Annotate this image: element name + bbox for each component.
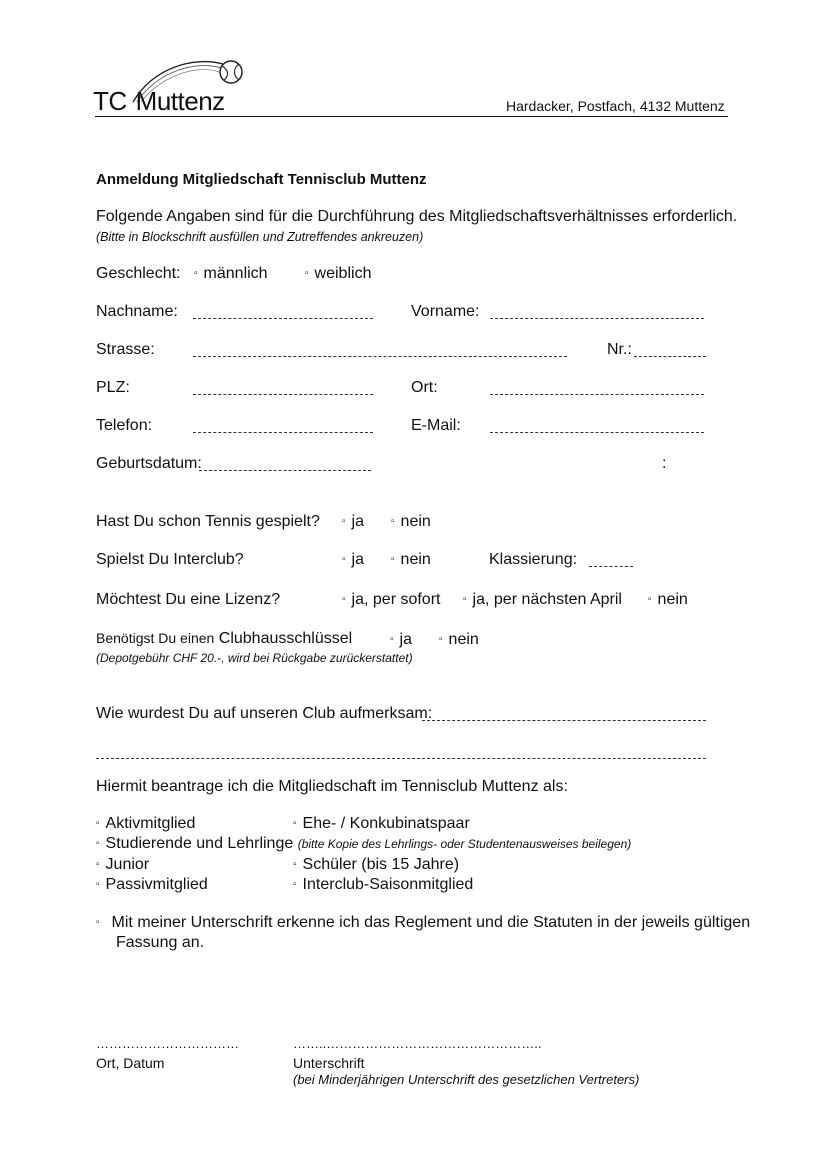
- email-field[interactable]: [490, 432, 704, 433]
- tennis-yes-label: ja: [351, 513, 364, 530]
- unterschrift-note: (bei Minderjährigen Unterschrift des gesetzlichen Vertreters): [293, 1072, 640, 1087]
- aufmerksam-field[interactable]: [422, 720, 706, 721]
- interclub-question: Spielst Du Interclub?: [96, 551, 244, 568]
- logo: [93, 50, 253, 116]
- email-label: E-Mail:: [411, 417, 461, 434]
- lizenz-april-label: ja, per nächsten April: [472, 591, 622, 608]
- membership-ehe-label: Ehe- / Konkubinatspaar: [302, 815, 470, 832]
- tennis-yes-option[interactable]: [342, 513, 364, 531]
- ort-label: Ort:: [411, 379, 438, 396]
- klassierung-field[interactable]: [589, 566, 633, 567]
- gender-male-option[interactable]: [194, 265, 268, 283]
- schluessel-no-option[interactable]: [439, 631, 479, 649]
- lizenz-sofort-option[interactable]: [342, 591, 440, 609]
- nr-field[interactable]: [634, 356, 706, 357]
- membership-aktiv-label: Aktivmitglied: [105, 815, 196, 832]
- checkbox-icon[interactable]: ▫: [96, 838, 100, 849]
- membership-studierende-label: Studierende und Lehrlinge: [105, 835, 294, 852]
- strasse-label: Strasse:: [96, 341, 155, 358]
- schluessel-yes-label: ja: [399, 631, 412, 648]
- checkbox-icon[interactable]: ▫: [342, 554, 346, 565]
- checkbox-icon[interactable]: ▫: [293, 859, 297, 870]
- checkbox-icon[interactable]: ▫: [96, 879, 100, 890]
- schluessel-no-label: nein: [448, 631, 479, 648]
- vorname-label: Vorname:: [411, 303, 480, 320]
- gender-label: Geschlecht:: [96, 265, 181, 282]
- schluessel-note: (Depotgebühr CHF 20.-, wird bei Rückgabe zurückerstattet): [96, 651, 413, 665]
- stray-colon: :: [662, 455, 667, 472]
- lizenz-sofort-label: ja, per sofort: [351, 591, 441, 608]
- page-title: Anmeldung Mitgliedschaft Tennisclub Muttenz: [96, 171, 427, 188]
- membership-intro: Hiermit beantrage ich die Mitgliedschaft im Tennisclub Muttenz als:: [96, 778, 568, 795]
- tennis-question: Hast Du schon Tennis gespielt?: [96, 513, 320, 530]
- checkbox-icon[interactable]: ▫: [293, 818, 297, 829]
- header-rule: [95, 116, 728, 117]
- lizenz-question: Möchtest Du eine Lizenz?: [96, 591, 281, 608]
- plz-label: PLZ:: [96, 379, 130, 396]
- logo-name: Muttenz: [135, 86, 225, 116]
- gender-female-option[interactable]: [305, 265, 371, 283]
- membership-interclub-label: Interclub-Saisonmitglied: [302, 876, 474, 893]
- checkbox-icon[interactable]: ▫: [648, 594, 652, 605]
- checkbox-icon[interactable]: ▫: [194, 268, 198, 279]
- schluessel-prefix: Benötigst Du einen: [96, 630, 215, 646]
- logo-prefix: TC: [93, 86, 127, 116]
- tennis-no-label: nein: [400, 513, 431, 530]
- intro-text: Folgende Angaben sind für die Durchführung des Mitgliedschaftsverhältnisses erforderlich.: [96, 208, 738, 225]
- checkbox-icon[interactable]: ▫: [391, 516, 395, 527]
- gender-male-label: männlich: [203, 265, 268, 282]
- aufmerksam-field-line2[interactable]: [96, 758, 706, 759]
- checkbox-icon[interactable]: ▫: [96, 818, 100, 829]
- checkbox-icon[interactable]: ▫: [439, 634, 443, 645]
- strasse-field[interactable]: [193, 356, 567, 357]
- membership-interclub-option[interactable]: [293, 876, 473, 894]
- checkbox-icon[interactable]: ▫: [463, 594, 467, 605]
- ort-datum-dots[interactable]: ……………………………: [96, 1036, 239, 1051]
- vorname-field[interactable]: [490, 318, 704, 319]
- telefon-label: Telefon:: [96, 417, 153, 434]
- membership-studierende-note: (bitte Kopie des Lehrlings- oder Studentenausweises beilegen): [297, 837, 632, 851]
- interclub-yes-option[interactable]: [342, 551, 364, 569]
- membership-passiv-option[interactable]: [96, 876, 208, 894]
- checkbox-icon[interactable]: ▫: [305, 268, 309, 279]
- klassierung-label: Klassierung:: [489, 551, 578, 568]
- checkbox-icon[interactable]: ▫: [390, 634, 394, 645]
- checkbox-icon[interactable]: ▫: [391, 554, 395, 565]
- checkbox-icon[interactable]: ▫: [96, 917, 100, 928]
- membership-passiv-label: Passivmitglied: [105, 876, 208, 893]
- interclub-no-option[interactable]: [391, 551, 431, 569]
- nachname-field[interactable]: [193, 318, 373, 319]
- checkbox-icon[interactable]: ▫: [293, 879, 297, 890]
- ort-field[interactable]: [490, 394, 704, 395]
- membership-schueler-label: Schüler (bis 15 Jahre): [302, 856, 460, 873]
- membership-junior-option[interactable]: [96, 856, 149, 874]
- unterschrift-dots[interactable]: ……..…………………………………………..: [293, 1036, 542, 1051]
- unterschrift-label: Unterschrift: [293, 1055, 365, 1071]
- plz-field[interactable]: [193, 394, 373, 395]
- aufmerksam-question: Wie wurdest Du auf unseren Club aufmerksam:: [96, 705, 433, 722]
- schluessel-question: [96, 630, 352, 648]
- gender-female-label: weiblich: [314, 265, 372, 282]
- membership-schueler-option[interactable]: [293, 856, 459, 874]
- header-address: Hardacker, Postfach, 4132 Muttenz: [506, 98, 725, 114]
- nr-label: Nr.:: [607, 341, 632, 358]
- membership-junior-label: Junior: [105, 856, 150, 873]
- schluessel-main: Clubhausschlüssel: [218, 630, 353, 647]
- ort-datum-label: Ort, Datum: [96, 1055, 165, 1071]
- telefon-field[interactable]: [193, 432, 373, 433]
- checkbox-icon[interactable]: ▫: [342, 594, 346, 605]
- agreement-text-line1: Mit meiner Unterschrift erkenne ich das Reglement und die Statuten in der jeweils gültigen: [111, 914, 751, 931]
- membership-aktiv-option[interactable]: [96, 815, 195, 833]
- interclub-no-label: nein: [400, 551, 431, 568]
- lizenz-nein-option[interactable]: [648, 591, 688, 609]
- interclub-yes-label: ja: [351, 551, 364, 568]
- lizenz-april-option[interactable]: [463, 591, 622, 609]
- agreement-text-line2: Fassung an.: [116, 934, 205, 951]
- checkbox-icon[interactable]: ▫: [342, 516, 346, 527]
- membership-studierende-option[interactable]: [96, 835, 631, 853]
- geburtsdatum-field[interactable]: [199, 470, 371, 471]
- checkbox-icon[interactable]: ▫: [96, 859, 100, 870]
- tennis-no-option[interactable]: [391, 513, 431, 531]
- agreement-option[interactable]: [96, 914, 750, 932]
- intro-instruction: (Bitte in Blockschrift ausfüllen und Zutreffendes ankreuzen): [96, 230, 424, 244]
- lizenz-nein-label: nein: [657, 591, 688, 608]
- nachname-label: Nachname:: [96, 303, 178, 320]
- geburtsdatum-label: Geburtsdatum:: [96, 455, 202, 472]
- membership-ehe-option[interactable]: [293, 815, 470, 833]
- schluessel-yes-option[interactable]: [390, 631, 412, 649]
